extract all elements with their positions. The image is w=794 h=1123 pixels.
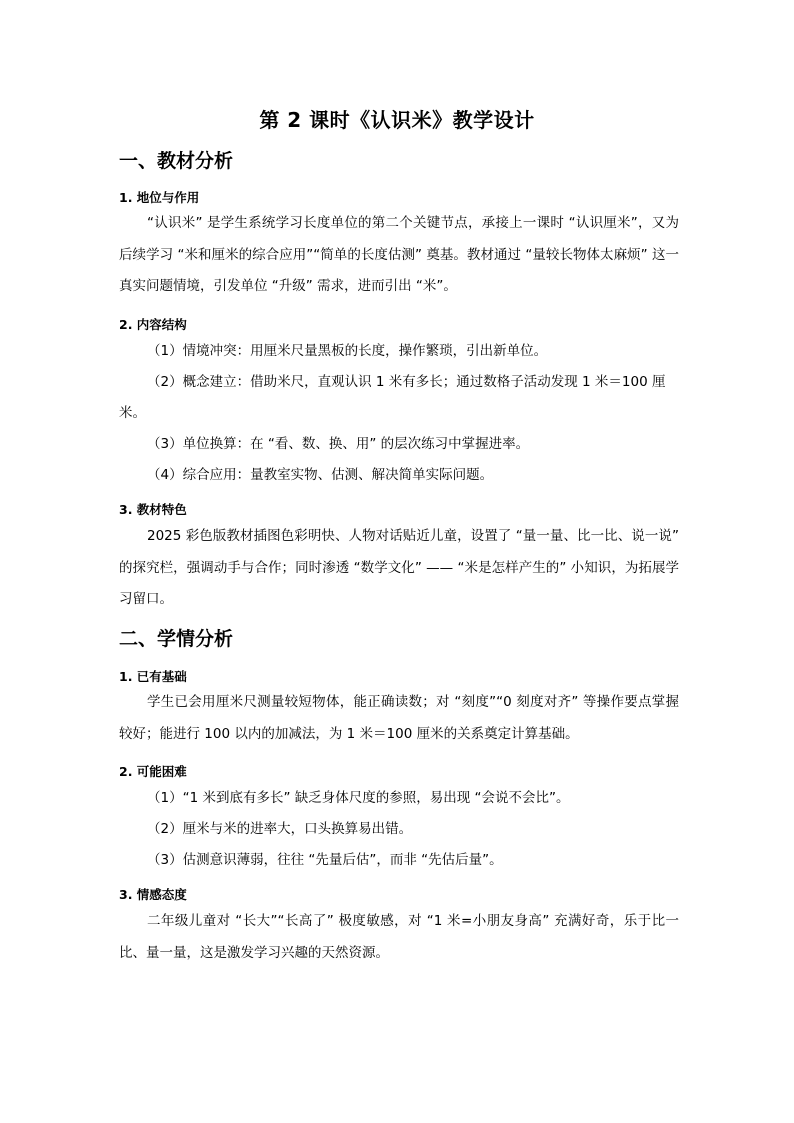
subheading-existing-foundation: 1. 已有基础 — [119, 669, 187, 684]
subheading-content-structure: 2. 内容结构 — [119, 317, 187, 332]
list-item: （3）单位换算：在 “看、数、换、用” 的层次练习中掌握进率。 — [147, 436, 530, 452]
section-heading-learner-analysis: 二、学情分析 — [119, 628, 234, 650]
paragraph-emotional-attitude: 二年级儿童对 “长大”“长高了” 极度敏感，对 “1 米=小朋友身高” 充满好奇，乐于比一比、量一量，这是激发学习兴趣的天然资源。 — [119, 913, 679, 961]
list-item: （1）情境冲突：用厘米尺量黑板的长度，操作繁琐，引出新单位。 — [147, 343, 548, 359]
document-title: 第 2 课时《认识米》教学设计 — [259, 108, 535, 132]
list-item: （1）“1 米到底有多长” 缺乏身体尺度的参照，易出现 “会说不会比”。 — [147, 790, 570, 806]
paragraph-existing-foundation: 学生已会用厘米尺测量较短物体，能正确读数；对 “刻度”“0 刻度对齐” 等操作要点掌握较好；能进行 100 以内的加减法，为 1 米＝100 厘米的关系奠定计算基础。 — [119, 694, 679, 742]
list-item: （2）厘米与米的进率大，口头换算易出错。 — [147, 821, 413, 837]
list-item: （3）估测意识薄弱，往往 “先量后估”，而非 “先估后量”。 — [147, 852, 503, 868]
subheading-position-role: 1. 地位与作用 — [119, 190, 200, 205]
subheading-textbook-features: 3. 教材特色 — [119, 502, 187, 517]
list-item: （4）综合应用：量教室实物、估测、解决简单实际问题。 — [147, 467, 494, 483]
list-item: （2）概念建立：借助米尺，直观认识 1 米有多长；通过数格子活动发现 1 米＝100 厘米。 — [119, 374, 666, 421]
section-heading-textbook-analysis: 一、教材分析 — [119, 150, 234, 172]
subheading-emotional-attitude: 3. 情感态度 — [119, 887, 187, 902]
subheading-possible-difficulties: 2. 可能困难 — [119, 764, 187, 779]
paragraph-textbook-features: 2025 彩色版教材插图色彩明快、人物对话贴近儿童，设置了 “量一量、比一比、说一说” 的探究栏，强调动手与合作；同时渗透 “数学文化” —— “米是怎样产生的” 小知识，为拓展学习留口。 — [119, 528, 679, 607]
paragraph-position-role: “认识米” 是学生系统学习长度单位的第二个关键节点，承接上一课时 “认识厘米”，又为后续学习 “米和厘米的综合应用”“简单的长度估测” 奠基。教材通过 “量较长物体太麻烦” 这一真实问题情境，引发单位 “升级” 需求，进而引出 “米”。 — [119, 215, 679, 294]
